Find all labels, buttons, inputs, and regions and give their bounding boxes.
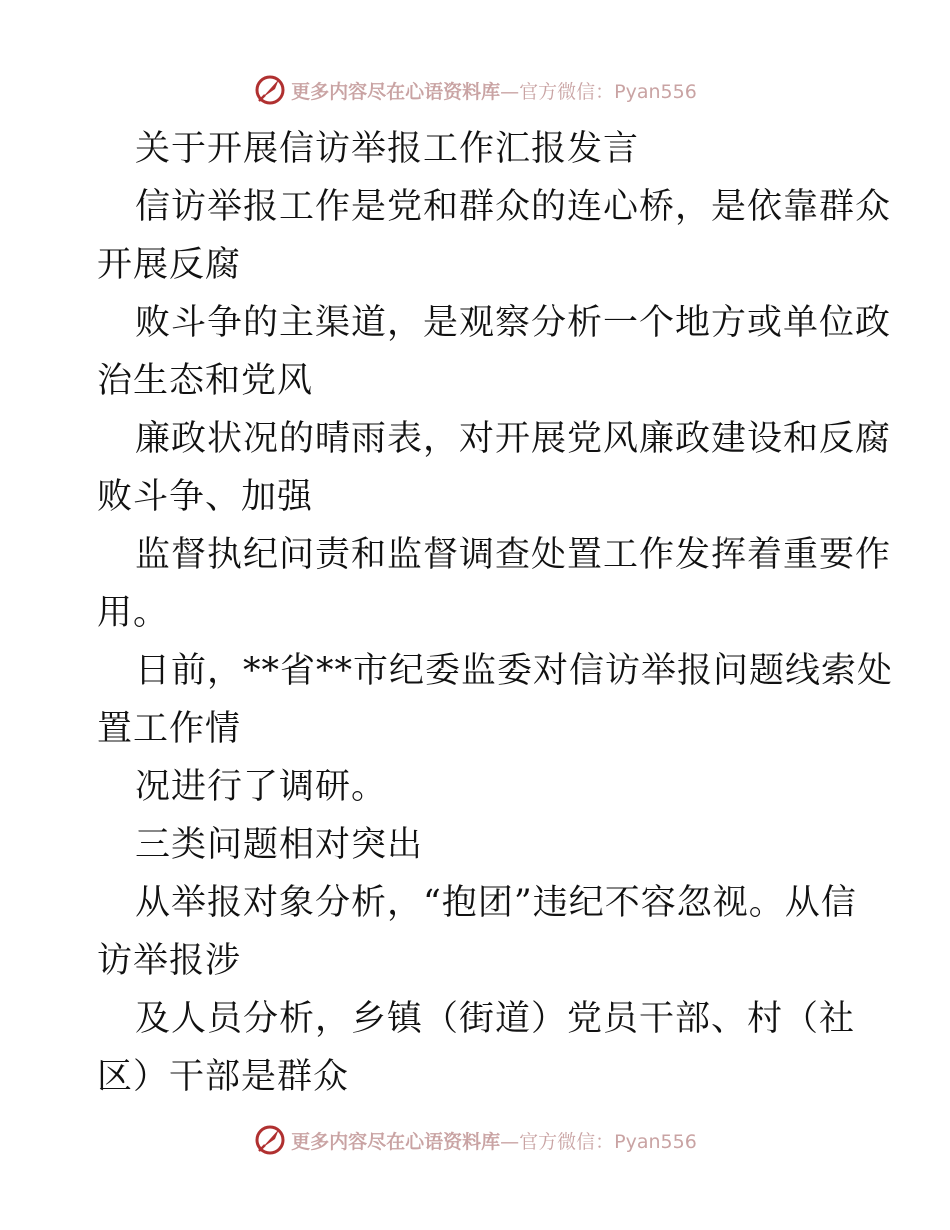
quill-logo-icon: [253, 73, 287, 107]
paragraph-line: 置工作情: [97, 709, 242, 749]
header-banner: [0, 70, 950, 110]
quill-logo-icon: [253, 1123, 287, 1157]
paragraph-line: 开展反腐: [97, 245, 242, 285]
paragraph-line: 用。: [97, 593, 170, 633]
banner-main-text: 更多内容尽在心语资料库: [291, 80, 501, 103]
banner-main-text: 更多内容尽在心语资料库: [291, 1130, 501, 1153]
paragraph-line: 信访举报工作是党和群众的连心桥，是依靠群众: [135, 187, 892, 227]
section-heading: 三类问题相对突出: [135, 825, 424, 865]
document-body: [97, 120, 894, 1106]
banner-wechat-text: —官方微信：Pyan556: [500, 80, 697, 103]
footer-banner: [0, 1120, 950, 1160]
paragraph-line: 治生态和党风: [97, 361, 314, 401]
document-title: 关于开展信访举报工作汇报发言: [135, 129, 640, 169]
paragraph-line: 日前，**省**市纪委监委对信访举报问题线索处: [135, 651, 894, 691]
paragraph-line: 败斗争、加强: [97, 477, 314, 517]
paragraph-line: 败斗争的主渠道，是观察分析一个地方或单位政: [135, 303, 892, 343]
paragraph-line: 廉政状况的晴雨表，对开展党风廉政建设和反腐: [135, 419, 892, 459]
banner-wechat-text: —官方微信：Pyan556: [500, 1130, 697, 1153]
paragraph-line: 监督执纪问责和监督调查处置工作发挥着重要作: [135, 535, 892, 575]
paragraph-line: 从举报对象分析，“抱团”违纪不容忽视。从信: [135, 883, 857, 923]
paragraph-line: 访举报涉: [97, 941, 242, 981]
paragraph-line: 况进行了调研。: [135, 767, 388, 807]
paragraph-line: 及人员分析，乡镇（街道）党员干部、村（社: [135, 999, 856, 1039]
paragraph-line: 区）干部是群众: [97, 1057, 350, 1097]
